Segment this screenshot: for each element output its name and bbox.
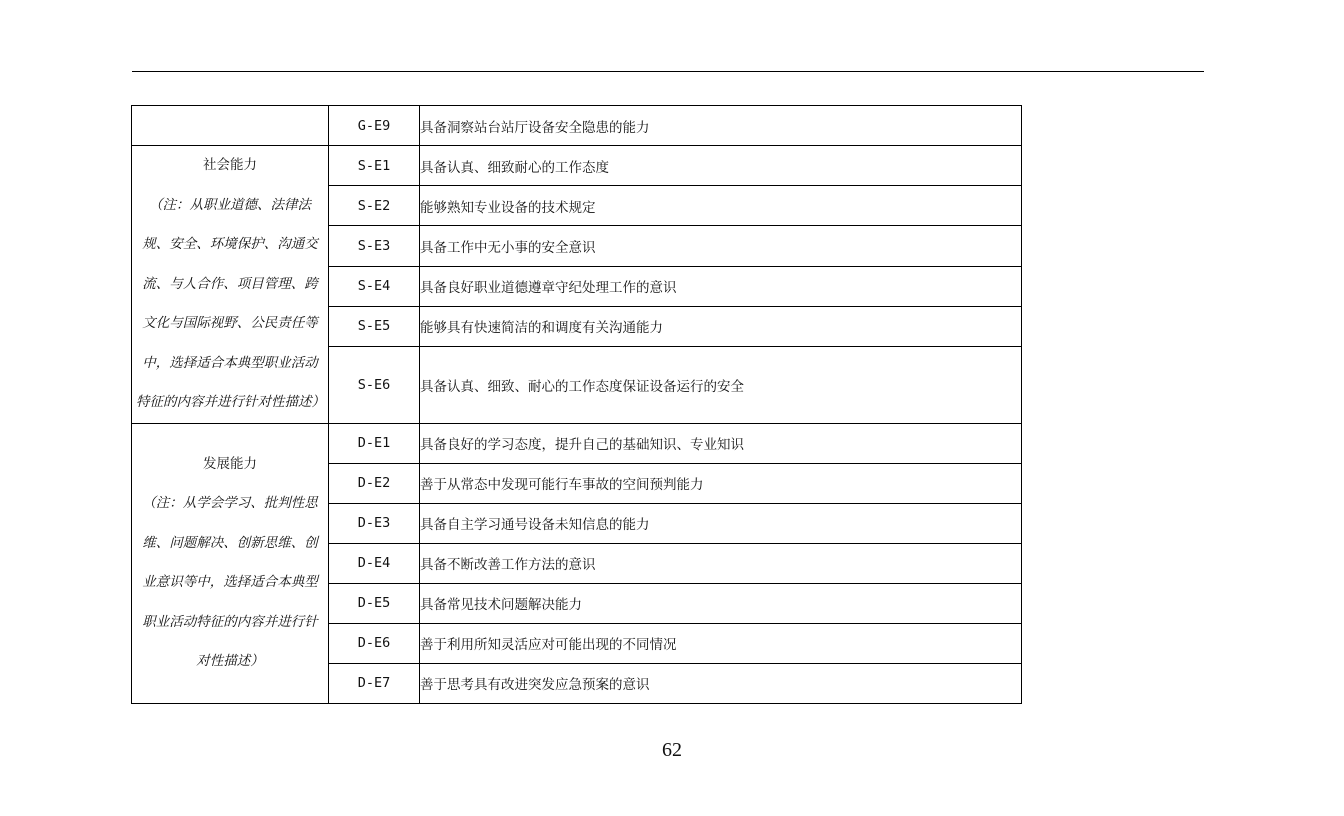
page-number: 62: [662, 739, 682, 761]
competency-table: [131, 105, 1022, 704]
table-row: [132, 146, 1022, 186]
code-cell: D-E4: [329, 543, 420, 583]
code-cell: D-E1: [329, 423, 420, 463]
code-cell: S-E4: [329, 266, 420, 306]
description-cell: 能够具有快速简洁的和调度有关沟通能力: [420, 306, 1022, 346]
description-cell: 具备常见技术问题解决能力: [420, 583, 1022, 623]
description-cell: 具备认真、细致、耐心的工作态度保证设备运行的安全: [420, 347, 1022, 423]
category-title: 发展能力: [203, 455, 257, 472]
code-cell: S-E6: [329, 347, 420, 423]
code-cell: S-E5: [329, 306, 420, 346]
description-cell: 具备工作中无小事的安全意识: [420, 226, 1022, 266]
description-cell: 具备良好职业道德遵章守纪处理工作的意识: [420, 266, 1022, 306]
code-cell: D-E2: [329, 463, 420, 503]
category-cell-social: [132, 146, 329, 424]
category-cell-development: [132, 423, 329, 703]
code-cell: D-E6: [329, 623, 420, 663]
category-note: （注：从职业道德、法律法规、安全、环境保护、沟通交流、与人合作、项目管理、跨文化与国际视野、公民责任等中，选择适合本典型职业活动特征的内容并进行针对性描述）: [136, 196, 325, 410]
code-cell: S-E3: [329, 226, 420, 266]
description-cell: 具备洞察站台站厅设备安全隐患的能力: [420, 106, 1022, 146]
code-cell: S-E2: [329, 186, 420, 226]
description-cell: 具备良好的学习态度，提升自己的基础知识、专业知识: [420, 423, 1022, 463]
header-rule: [132, 71, 1204, 72]
description-cell: 具备自主学习通号设备未知信息的能力: [420, 503, 1022, 543]
code-cell: D-E5: [329, 583, 420, 623]
category-title: 社会能力: [203, 157, 257, 173]
description-cell: 具备认真、细致耐心的工作态度: [420, 146, 1022, 186]
category-cell-continued: [132, 106, 329, 146]
table-row: [132, 423, 1022, 463]
code-cell: D-E3: [329, 503, 420, 543]
description-cell: 具备不断改善工作方法的意识: [420, 543, 1022, 583]
code-cell: D-E7: [329, 663, 420, 703]
code-cell: G-E9: [329, 106, 420, 146]
description-cell: 善于利用所知灵活应对可能出现的不同情况: [420, 623, 1022, 663]
description-cell: 善于思考具有改进突发应急预案的意识: [420, 663, 1022, 703]
description-cell: 能够熟知专业设备的技术规定: [420, 186, 1022, 226]
description-cell: 善于从常态中发现可能行车事故的空间预判能力: [420, 463, 1022, 503]
table-row: [132, 106, 1022, 146]
category-note: （注：从学会学习、批判性思维、问题解决、创新思维、创业意识等中，选择适合本典型职业活动特征的内容并进行针对性描述）: [142, 495, 318, 669]
code-cell: S-E1: [329, 146, 420, 186]
